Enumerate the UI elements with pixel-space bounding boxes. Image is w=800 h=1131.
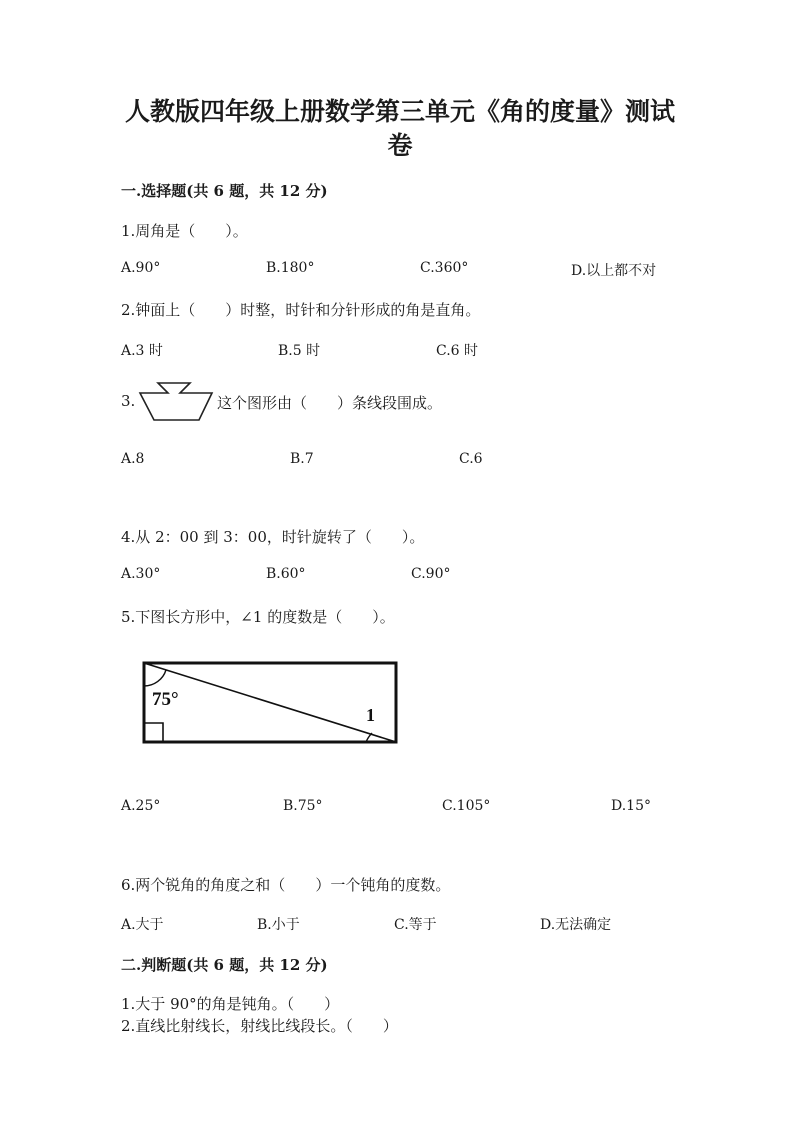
q4-option-c[interactable]: C.90° xyxy=(411,566,451,582)
question-6: 6.两个锐角的角度之和（ ）一个钝角的度数。 xyxy=(121,876,451,894)
judgement-2: 2.直线比射线长，射线比线段长。（ ） xyxy=(121,1017,398,1035)
q1-option-a[interactable]: A.90° xyxy=(121,260,161,276)
question-2: 2.钟面上（ ）时整，时针和分针形成的角是直角。 xyxy=(121,301,481,319)
question-1: 1.周角是（ ）。 xyxy=(121,222,248,240)
q3-option-a[interactable]: A.8 xyxy=(121,451,145,467)
question-4: 4.从 2：00 到 3：00，时针旋转了（ ）。 xyxy=(121,528,425,546)
q5-rectangle-figure xyxy=(140,659,400,746)
q5-angle-1-label: 1 xyxy=(366,705,375,725)
q4-option-b[interactable]: B.60° xyxy=(266,566,306,582)
section-heading-choice: 一.选择题(共 6 题，共 12 分) xyxy=(121,182,328,200)
q1-option-b[interactable]: B.180° xyxy=(266,260,315,276)
q6-option-d[interactable]: D.无法确定 xyxy=(540,917,612,933)
question-3-number: 3. xyxy=(121,392,136,410)
q6-option-c[interactable]: C.等于 xyxy=(394,917,437,933)
q5-option-c[interactable]: C.105° xyxy=(442,798,491,814)
q6-option-a[interactable]: A.大于 xyxy=(121,917,164,933)
q3-option-b[interactable]: B.7 xyxy=(290,451,314,467)
q5-angle-75-label: 75° xyxy=(152,689,179,710)
q5-option-a[interactable]: A.25° xyxy=(121,798,161,814)
page-title-cont: 卷 xyxy=(387,131,413,160)
q3-option-c[interactable]: C.6 xyxy=(459,451,483,467)
q2-option-c[interactable]: C.6 时 xyxy=(436,343,479,359)
page-title: 人教版四年级上册数学第三单元《角的度量》测试 xyxy=(124,97,675,126)
q2-option-a[interactable]: A.3 时 xyxy=(121,343,163,359)
question-3: 这个图形由（ ）条线段围成。 xyxy=(217,394,443,412)
q1-option-c[interactable]: C.360° xyxy=(420,260,469,276)
q4-option-a[interactable]: A.30° xyxy=(121,566,161,582)
judgement-1: 1.大于 90°的角是钝角。（ ） xyxy=(121,995,340,1013)
q2-option-b[interactable]: B.5 时 xyxy=(278,343,321,359)
q1-option-d[interactable]: D.以上都不对 xyxy=(571,263,657,279)
question-5: 5.下图长方形中，∠1 的度数是（ ）。 xyxy=(121,608,395,626)
q5-option-d[interactable]: D.15° xyxy=(611,798,651,814)
q5-option-b[interactable]: B.75° xyxy=(283,798,323,814)
q3-shape-figure xyxy=(138,381,214,423)
q6-option-b[interactable]: B.小于 xyxy=(257,917,300,933)
section-heading-judgement: 二.判断题(共 6 题，共 12 分) xyxy=(121,956,328,974)
